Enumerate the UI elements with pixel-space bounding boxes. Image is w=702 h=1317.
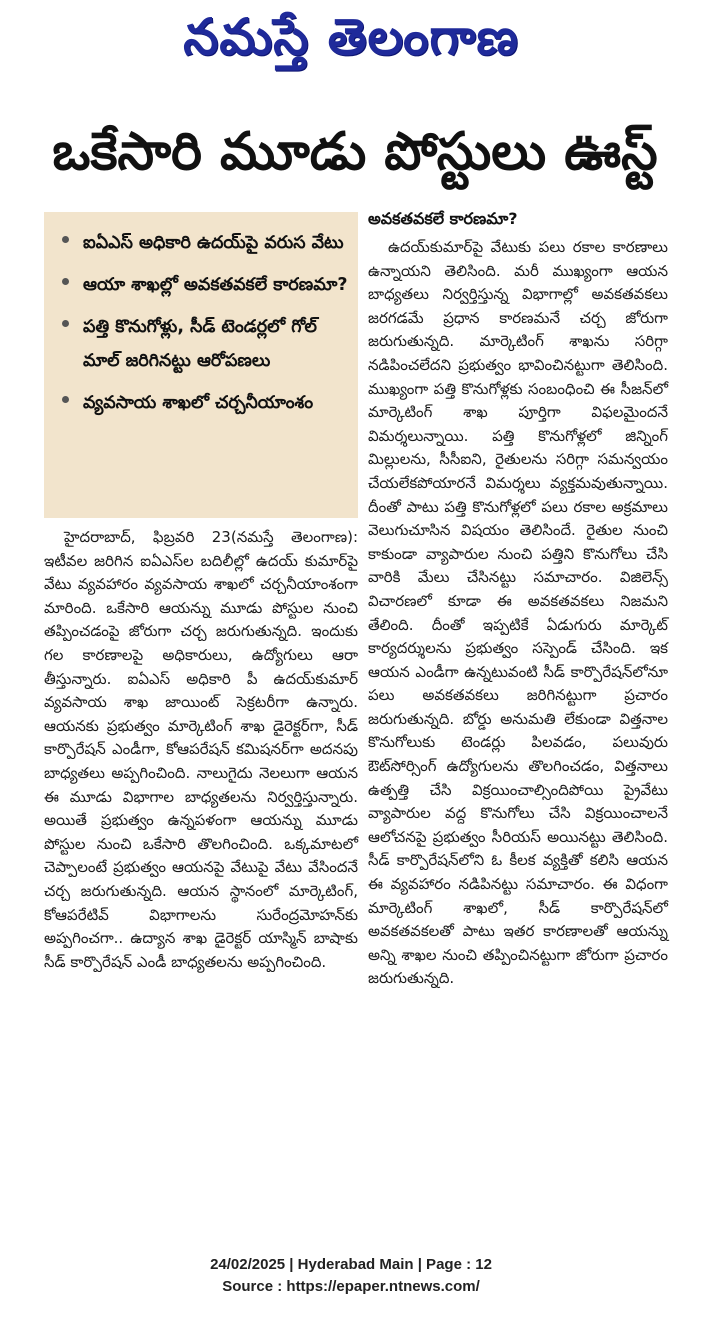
article-headline: ఒకేసారి మూడు పోస్టులు ఊస్ట్ — [52, 121, 658, 182]
highlight-text: ఐఏఎస్ అధికారి ఉదయ్‌పై వరుస వేటు — [83, 233, 344, 253]
page-footer — [0, 1254, 702, 1298]
highlight-item — [58, 310, 348, 378]
highlight-item — [58, 226, 348, 260]
newspaper-logo: నమస్తే తెలంగాణ — [183, 7, 519, 66]
bullet-icon — [62, 278, 69, 285]
bullet-icon — [62, 396, 69, 403]
highlight-item — [58, 386, 348, 420]
highlights-box — [44, 212, 358, 518]
right-column — [368, 206, 668, 991]
highlight-text: పత్తి కొనుగోళ్లు, సీడ్ టెండర్లలో గోల్ మాల్ జరిగినట్టు ఆరోపణలు — [83, 317, 317, 371]
highlight-text: వ్యవసాయ శాఖలో చర్చనీయాంశం — [83, 393, 314, 413]
highlight-text: ఆయా శాఖల్లో అవకతవకలే కారణమా? — [83, 275, 348, 295]
article-body-left: హైదరాబాద్, ఫిబ్రవరి 23(నమస్తే తెలంగాణ): ఇటీవల జరిగిన ఐఏఎస్‌ల బదిలీల్లో ఉదయ్ కుమార్‌పై వేటు వ్యవహారం వ్యవసాయ శాఖలో చర్చనీయాంశంగా మారింది. ఒకేసారి ఆయన్ను మూడు పోస్టుల నుంచి తప్పించడంపై జోరుగా చర్చ జరుగుతున్నది. ఇందుకు గల కారణాలపై అధికారులు, ఉద్యోగులు ఆరా తీస్తున్నారు. ఐఏఎస్ అధికారి పీ ఉదయ్‌కుమార్ వ్యవసాయ శాఖ జాయింట్ సెక్రటరీగా ఉన్నారు. ఆయనకు ప్రభుత్వం మార్కెటింగ్ శాఖ డైరెక్టర్‌గా, సీడ్ కార్పొరేషన్ ఎండీగా, కోఆపరేషన్ కమిషనర్‌గా అదనపు బాధ్యతలు అప్పగించింది. నాలుగైదు నెలలుగా ఆయన ఈ మూడు విభాగాల బాధ్యతలను నిర్వర్తిస్తున్నారు. అయితే ప్రభుత్వం ఉన్నపళంగా ఆయన్ను మూడు పోస్టుల నుంచి ఒకేసారి తొలగించింది. ఒక్కమాటలో చెప్పాలంటే ప్రభుత్వం ఆయనపై వేటుపై వేటు వేసిందనే చర్చ జరుగుతున్నది. ఆయన స్థానంలో మార్కెటింగ్, కోఆపరేటివ్ విభాగాలను సురేంద్రమోహన్‌కు అప్పగించగా.. ఉద్యాన శాఖ డైరెక్టర్ యాస్మిన్ బాషాకు సీడ్ కార్పొరేషన్ ఎండీ బాధ్యతలను అప్పగించింది. — [44, 528, 358, 971]
edition-info: 24/02/2025 | Hyderabad Main | Page : 12 — [210, 1256, 492, 1273]
masthead — [0, 6, 702, 80]
source-link[interactable]: Source : https://epaper.ntnews.com/ — [222, 1278, 480, 1295]
bullet-icon — [62, 320, 69, 327]
article-subheading: అవకతవకలే కారణమా? — [368, 209, 518, 228]
highlight-item — [58, 268, 348, 302]
article-body-right: ఉదయ్‌కుమార్‌పై వేటుకు పలు రకాల కారణాలు ఉన్నాయని తెలిసింది. మరీ ముఖ్యంగా ఆయన బాధ్యతలు నిర్వర్తిస్తున్న విభాగాల్లో అవకతవకలు జరగడమే ప్రధాన కారణమనే చర్చ జోరుగా జరుగుతున్నది. మార్కెటింగ్ శాఖను సరిగ్గా నడిపించలేదని ప్రభుత్వం భావించినట్టుగా తెలిసింది. ముఖ్యంగా పత్తి కొనుగోళ్లకు సంబంధించి ఈ సీజన్‌లో మార్కెటింగ్ శాఖ పూర్తిగా విఫలమైందనే విమర్శలున్నాయి. పత్తి కొనుగోళ్లలో జిన్నింగ్ మిల్లులను, సీసీఐని, రైతులను సరిగ్గా సమన్వయం చేయలేకపోయారనే విమర్శలు వ్యక్తమవుతున్నాయి. దీంతో పాటు పత్తి కొనుగోళ్లలో పలు రకాల అక్రమాలు వెలుగుచూసిన విషయం తెలిసిందే. రైతుల నుంచి కాకుండా వ్యాపారుల నుంచి పత్తిని కొనుగోలు చేసి వారికి మేలు చేసినట్టు సమాచారం. విజిలెన్స్ విచారణలో కూడా ఈ అవకతవకలు నిజమని తేలింది. దీంతో ఇప్పటికే ఏడుగురు మార్కెట్ కార్యదర్శులను ప్రభుత్వం సస్పెండ్ చేసింది. ఇక ఆయన ఎండీగా ఉన్నటువంటి సీడ్ కార్పొరేషన్‌లోనూ పలు అవకతవకలు జరిగినట్టుగా ప్రచారం జరుగుతున్నది. బోర్డు అనుమతి లేకుండా విత్తనాల కొనుగోలుకు టెండర్లు పిలవడం, పలువురు ఔట్‌సోర్సింగ్ ఉద్యోగులను తొలగించడం, విత్తనాలు ఉత్పత్తి చేసి విక్రయించాల్సిందిపోయి ప్రైవేటు వ్యాపారుల వద్ద కొనుగోలు చేసి విక్రయించాలనే ఆలోచనపై ప్రభుత్వం సీరియస్ అయినట్టు తెలిసింది. సీడ్ కార్పొరేషన్‌లోని ఓ కీలక వ్యక్తితో కలిసి ఆయన ఈ వ్యవహారం నడిపినట్టు సమాచారం. ఈ విధంగా మార్కెటింగ్ శాఖలో, సీడ్ కార్పొరేషన్‌లో అవకతవకలతో పాటు ఇతర కారణాలతో ఆయన్ను అన్ని శాఖల నుంచి తప్పించినట్టుగా జోరుగా ప్రచారం జరుగుతున్నది. — [368, 238, 668, 988]
left-column — [44, 212, 358, 974]
bullet-icon — [62, 236, 69, 243]
